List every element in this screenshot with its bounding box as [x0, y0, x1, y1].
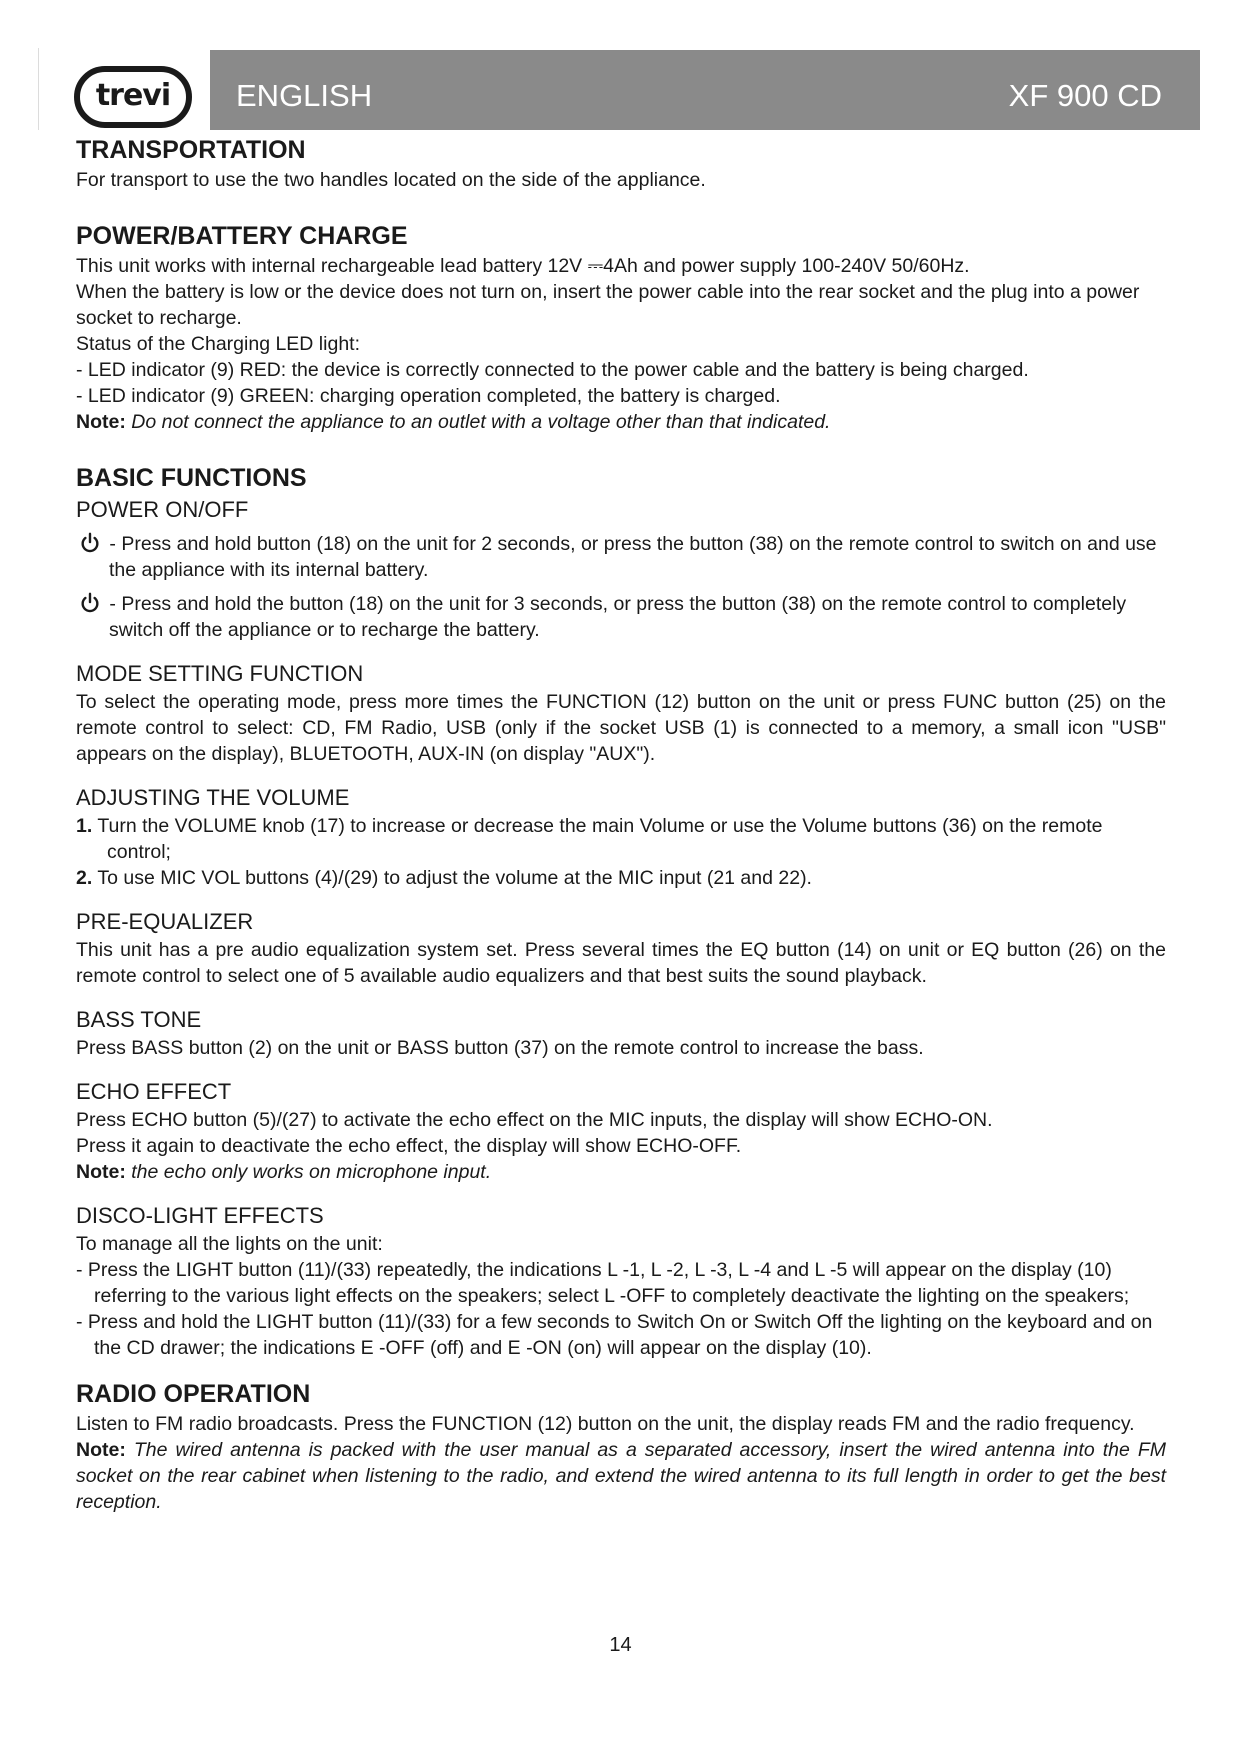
disco-light-item-1: - Press the LIGHT button (11)/(33) repeatedly, the indications L -1, L -2, L -3, L -4 and L -5 will appear on the display (10) referring to the various light effects on the speakers; select L -OFF to completely deactivate the lighting on the speakers;: [76, 1259, 1130, 1307]
volume-subtitle: ADJUSTING THE VOLUME: [76, 785, 350, 810]
note-label: Note:: [76, 1161, 126, 1183]
brand-logo: [74, 66, 192, 128]
echo-effect-line2: Press it again to deactivate the echo effect, the display will show ECHO-OFF.: [76, 1135, 742, 1157]
power-off-item: [76, 591, 1166, 643]
page-number: 14: [609, 1634, 632, 1656]
led-green-item: - LED indicator (9) GREEN: charging operation completed, the battery is charged.: [76, 385, 781, 407]
power-battery-note: [76, 409, 1166, 435]
note-label: Note:: [76, 411, 126, 433]
power-icon: [79, 592, 101, 614]
radio-operation-text: Listen to FM radio broadcasts. Press the FUNCTION (12) button on the unit, the display reads FM and the radio frequency.: [76, 1413, 1135, 1435]
volume-item-2-number: 2.: [76, 867, 93, 889]
power-battery-line2: When the battery is low or the device does not turn on, insert the power cable into the rear socket and the plug into a power socket to recharge.: [76, 281, 1140, 329]
transportation-section: [76, 133, 1166, 193]
header-bar: [210, 50, 1200, 130]
disco-light-subtitle: DISCO-LIGHT EFFECTS: [76, 1203, 324, 1228]
mode-setting-text: To select the operating mode, press more times the FUNCTION (12) button on the unit or press FUNC button (25) on the remote control to select: CD, FM Radio, USB (only if the socket USB (1) is connected to a memory, a small icon "USB" appears on the display), BLUETOOTH, AUX-IN (on display "AUX").: [76, 691, 1166, 765]
radio-operation-title: RADIO OPERATION: [76, 1380, 311, 1408]
radio-operation-section: [76, 1377, 1166, 1515]
volume-item-2-text: To use MIC VOL buttons (4)/(29) to adjust the volume at the MIC input (21 and 22).: [97, 867, 812, 889]
bass-tone-subtitle: BASS TONE: [76, 1007, 202, 1032]
power-off-text: - Press and hold the button (18) on the unit for 3 seconds, or press the button (38) on the remote control to completely switch off the appliance or to recharge the battery.: [109, 593, 1127, 641]
echo-effect-note: [76, 1159, 1166, 1185]
volume-item-1-number: 1.: [76, 815, 93, 837]
echo-effect-subtitle: ECHO EFFECT: [76, 1079, 232, 1104]
power-battery-line1: This unit works with internal rechargeable lead battery 12V ⎓4Ah and power supply 100-240V 50/60Hz.: [76, 255, 970, 277]
power-on-text: - Press and hold button (18) on the unit for 2 seconds, or press the button (38) on the remote control to switch on and use the appliance with its internal battery.: [109, 533, 1157, 581]
power-on-item: [76, 531, 1166, 583]
basic-functions-section: [76, 461, 1166, 1361]
volume-item-1: [76, 813, 1166, 865]
note-text: the echo only works on microphone input.: [131, 1161, 492, 1183]
mode-setting-subtitle: MODE SETTING FUNCTION: [76, 661, 364, 686]
bass-tone-text: Press BASS button (2) on the unit or BASS button (37) on the remote control to increase the bass.: [76, 1037, 924, 1059]
power-battery-section: [76, 219, 1166, 435]
echo-effect-line1: Press ECHO button (5)/(27) to activate the echo effect on the MIC inputs, the display will show ECHO-ON.: [76, 1109, 993, 1131]
transportation-text: For transport to use the two handles located on the side of the appliance.: [76, 169, 706, 191]
power-onoff-subtitle: POWER ON/OFF: [76, 497, 249, 522]
power-battery-title: POWER/BATTERY CHARGE: [76, 222, 408, 250]
page-margin-rule: [38, 48, 39, 130]
radio-operation-note: [76, 1437, 1166, 1515]
volume-item-2: [76, 865, 1166, 891]
note-text: Do not connect the appliance to an outlet with a voltage other than that indicated.: [131, 411, 831, 433]
volume-item-1-text: Turn the VOLUME knob (17) to increase or decrease the main Volume or use the Volume buttons (36) on the remote control;: [97, 815, 1103, 863]
model-label: XF 900 CD: [1008, 78, 1162, 113]
pre-equalizer-text: This unit has a pre audio equalization system set. Press several times the EQ button (14) on unit or EQ button (26) on the remote control to select one of 5 available audio equalizers and that best suits the sound playback.: [76, 939, 1166, 987]
power-battery-line3: Status of the Charging LED light:: [76, 333, 360, 355]
disco-light-intro: To manage all the lights on the unit:: [76, 1233, 383, 1255]
disco-light-item-2: - Press and hold the LIGHT button (11)/(33) for a few seconds to Switch On or Switch Off the lighting on the keyboard and on the CD drawer; the indications E -OFF (off) and E -ON (on) will appear on the display (10).: [76, 1311, 1153, 1359]
note-label: Note:: [76, 1439, 126, 1461]
page-content: [76, 133, 1166, 1515]
language-label: ENGLISH: [236, 78, 373, 113]
transportation-title: TRANSPORTATION: [76, 136, 306, 164]
power-icon: [79, 532, 101, 554]
note-text: The wired antenna is packed with the user manual as a separated accessory, insert the wired antenna into the FM socket on the rear cabinet when listening to the radio, and extend the wired antenna to its full length in order to get the best reception.: [76, 1439, 1167, 1513]
basic-functions-title: BASIC FUNCTIONS: [76, 464, 307, 492]
led-red-item: - LED indicator (9) RED: the device is correctly connected to the power cable and the battery is being charged.: [76, 359, 1029, 381]
pre-equalizer-subtitle: PRE-EQUALIZER: [76, 909, 254, 934]
brand-logo-text: trevi: [95, 78, 171, 113]
